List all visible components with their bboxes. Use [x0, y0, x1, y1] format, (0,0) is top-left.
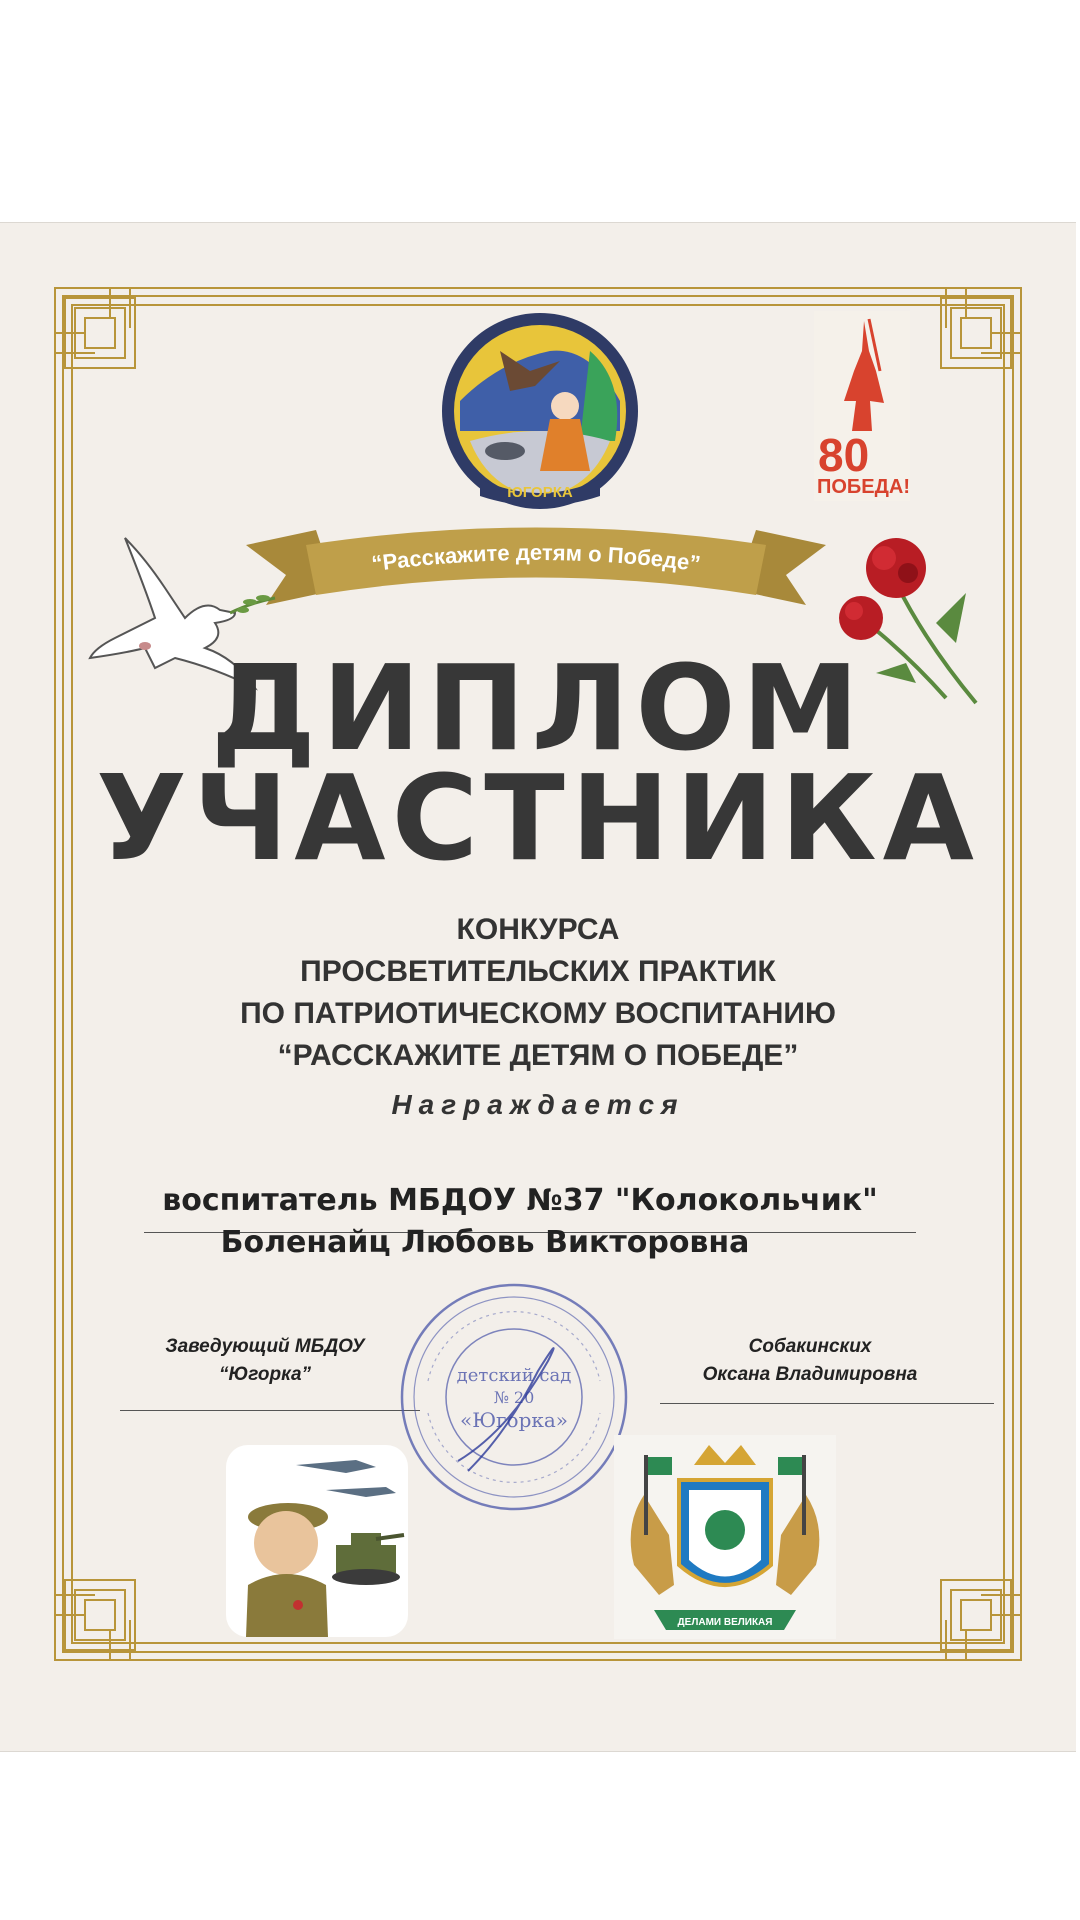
- signature-right: [660, 1333, 960, 1389]
- signature-left-line1: Заведующий МБДОУ: [165, 1336, 365, 1357]
- awarded-label: Награждается: [391, 1089, 685, 1120]
- diploma-title-line1: ДИПЛОМ: [210, 639, 866, 777]
- victory-badge-text: ПОБЕДА!: [817, 476, 910, 498]
- subtitle-line4: “РАССКАЖИТЕ ДЕТЯМ О ПОБЕДЕ”: [277, 1039, 799, 1072]
- subtitle-line1: КОНКУРСА: [456, 913, 620, 946]
- victory-80-badge-icon: [814, 311, 910, 501]
- diploma-title-line2: УЧАСТНИКА: [95, 749, 981, 887]
- khmao-coat-of-arms-icon: [614, 1435, 836, 1639]
- official-stamp: [398, 1281, 630, 1513]
- stamp-line3: «Югорка»: [459, 1408, 569, 1432]
- signature-left: [120, 1333, 410, 1389]
- soldier-boy-illustration: [226, 1445, 408, 1637]
- signature-left-line2: “Югорка”: [218, 1364, 312, 1385]
- ribbon-banner: [246, 515, 826, 615]
- signature-right-line: [660, 1403, 994, 1404]
- signature-left-line: [120, 1410, 420, 1411]
- yugorka-logo-icon: [440, 311, 640, 511]
- subtitle-line3: ПО ПАТРИОТИЧЕСКОМУ ВОСПИТАНИЮ: [240, 997, 836, 1030]
- stamp-line2: № 20: [493, 1388, 535, 1407]
- diploma-certificate: [0, 222, 1076, 1752]
- logo-text: ЮГОРКА: [507, 484, 573, 501]
- coat-of-arms-motto: ДЕЛАМИ ВЕЛИКАЯ: [677, 1617, 773, 1628]
- victory-badge-number: 80: [818, 429, 870, 481]
- subtitle-line2: ПРОСВЕТИТЕЛЬСКИХ ПРАКТИК: [300, 955, 776, 988]
- stamp-line1: детский сад: [456, 1365, 572, 1386]
- recipient-name: Боленайц Любовь Викторовна: [220, 1225, 750, 1260]
- recipient-position: воспитатель МБДОУ №37 "Колокольчик": [162, 1183, 878, 1218]
- ribbon-text: “Расскажите детям о Победе”: [370, 539, 702, 577]
- signature-right-line2: Оксана Владимировна: [702, 1364, 918, 1385]
- signature-right-line1: Собакинских: [748, 1336, 872, 1357]
